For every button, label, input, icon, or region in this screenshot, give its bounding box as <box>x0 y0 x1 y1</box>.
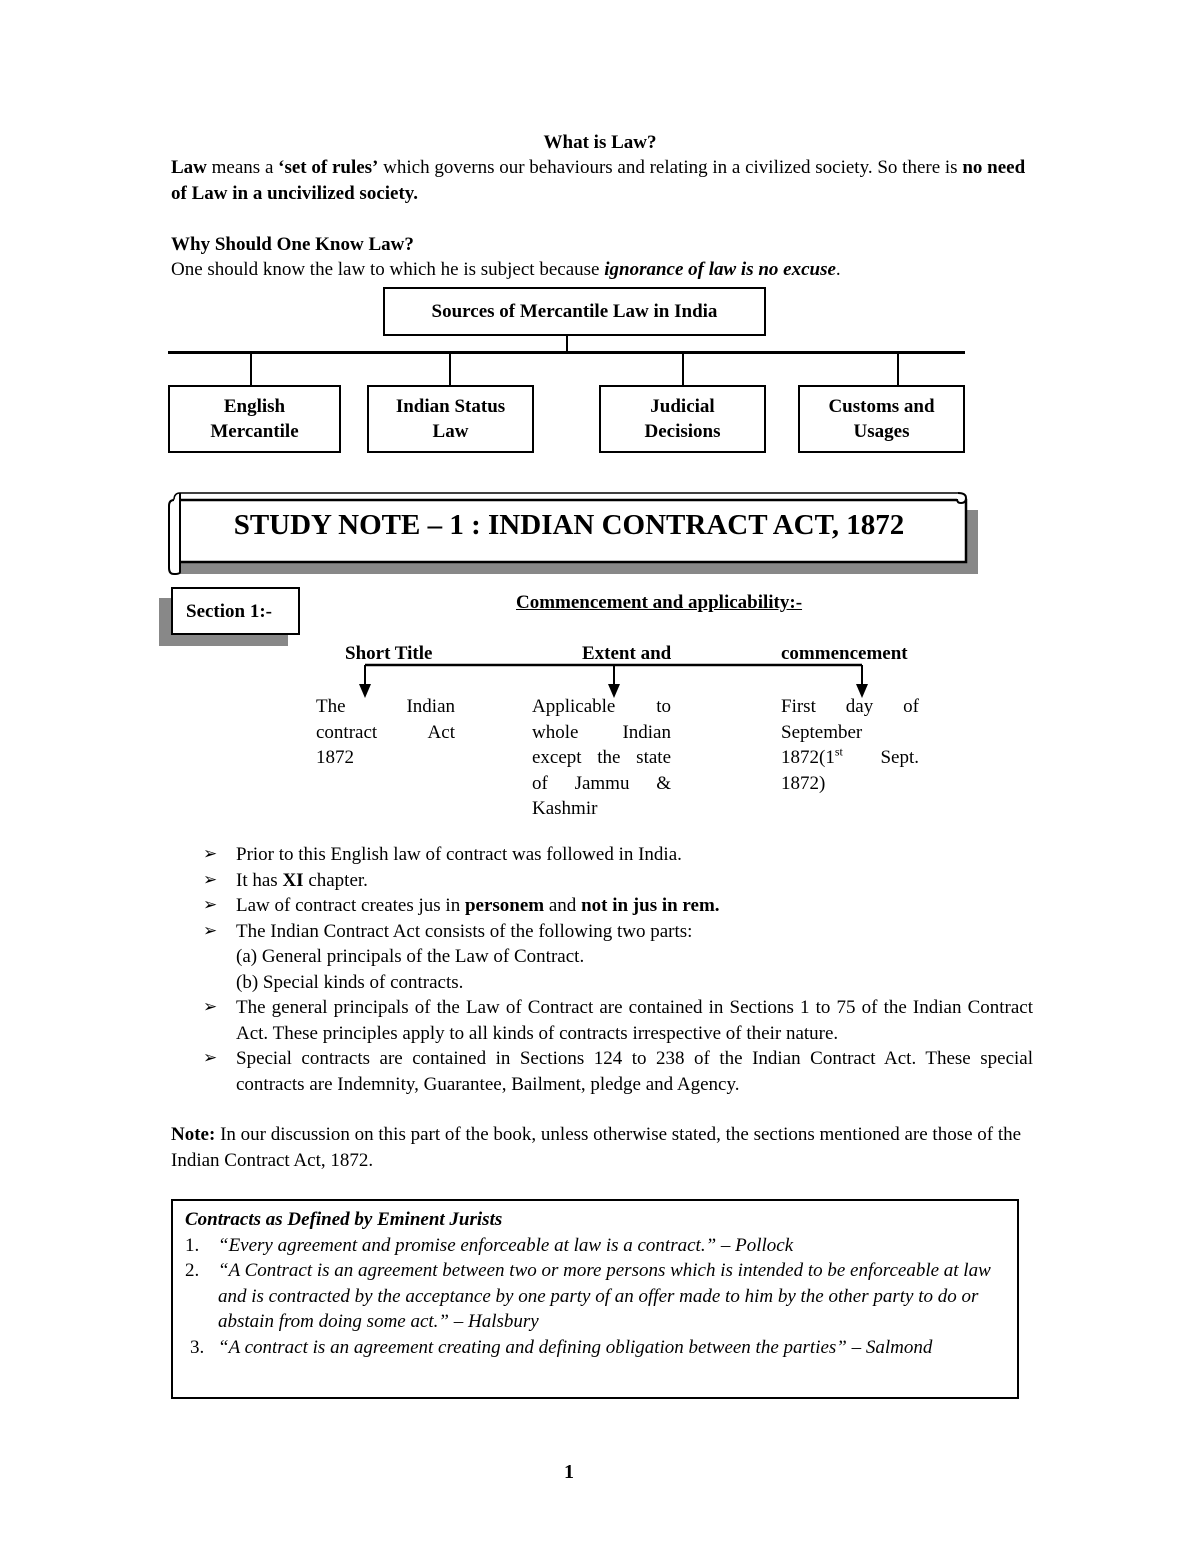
list-item: ➢ The Indian Contract Act consists of the following two parts: (a) General principals of the Law of Contract. (b) Special kinds of contracts. <box>203 920 693 993</box>
short-title-text: The Indian contract Act 1872 <box>316 696 455 768</box>
connector-line <box>682 352 684 386</box>
arrow-bullet-icon: ➢ <box>203 895 218 915</box>
short-title-head: Short Title <box>345 643 433 664</box>
arrow-bullet-icon: ➢ <box>203 869 218 890</box>
connector-line <box>449 352 451 386</box>
page-number: 1 <box>564 1461 574 1483</box>
why-know-law-heading: Why Should One Know Law? <box>171 234 414 255</box>
why-know-law-paragraph: One should know the law to which he is subject because ignorance of law is no excuse. <box>171 259 841 280</box>
arrow-bullet-icon: ➢ <box>203 1048 218 1068</box>
list-item: ➢ Law of contract creates jus in personem and not in jus in rem. <box>203 893 1033 919</box>
source-box-indian-status-law: Indian Status Law <box>367 385 534 453</box>
list-item: ➢ Prior to this English law of contract was followed in India. <box>203 842 1033 868</box>
arrow-bullet-icon: ➢ <box>203 997 218 1017</box>
horizontal-connector <box>168 351 965 354</box>
arrow-bullet-icon: ➢ <box>203 920 218 941</box>
what-is-law-heading: What is Law? <box>543 132 657 153</box>
contract-act-bullets <box>203 842 1033 1097</box>
what-is-law-paragraph: Law means a ‘set of rules’ which governs our behaviours and relating in a civilized society. So there is no need of Law in a uncivilized society. <box>171 157 1026 204</box>
list-item: 1. “Every agreement and promise enforceable at law is a contract.” – Pollock <box>185 1234 794 1256</box>
list-item: ➢ Special contracts are contained in Sections 124 to 238 of the Indian Contract Act. These special contracts are Indemnity, Guarantee, Bailment, pledge and Agency. <box>203 1048 1033 1095</box>
source-box-customs-usages: Customs and Usages <box>798 385 965 453</box>
jurists-definitions-box <box>171 1199 1019 1399</box>
source-box-judicial-decisions: Judicial Decisions <box>599 385 766 453</box>
sources-title-box: Sources of Mercantile Law in India <box>383 287 766 336</box>
connector-line <box>566 336 568 352</box>
extent-head: Extent and <box>582 643 672 664</box>
source-box-english-mercantile: English Mercantile <box>168 385 341 453</box>
section-1-label-box: Section 1:- <box>171 587 300 635</box>
note-paragraph: Note: In our discussion on this part of the book, unless otherwise stated, the sections mentioned are those of the Indian Contract Act, 1872. <box>171 1124 1022 1171</box>
list-item: 3. “A contract is an agreement creating and defining obligation between the parties” – Salmond <box>190 1336 933 1358</box>
extent-text: Applicable to whole Indian except the state of Jammu & Kashmir <box>532 696 671 819</box>
commencement-head: commencement <box>781 643 908 664</box>
list-item: ➢ The general principals of the Law of Contract are contained in Sections 1 to 75 of the Indian Contract Act. These principles apply to all kinds of contracts irrespective of their nature. <box>203 997 1033 1044</box>
list-item: ➢ It has XI chapter. <box>203 868 1033 894</box>
connector-line <box>250 352 252 386</box>
commencement-heading: Commencement and applicability:- <box>516 592 803 613</box>
study-note-title: STUDY NOTE – 1 : INDIAN CONTRACT ACT, 1872 <box>233 509 905 541</box>
jurists-title: Contracts as Defined by Eminent Jurists <box>185 1209 503 1230</box>
commencement-text: First day of September 1872(1st Sept. 1872) <box>781 696 919 794</box>
arrow-bullet-icon: ➢ <box>203 844 218 864</box>
connector-line <box>897 352 899 386</box>
list-item: 2. “A Contract is an agreement between two or more persons which is intended to be enforceable at law and is contracted by the acceptance by one party of an offer made to him by the other party to do or abstain from doing some act.” – Halsbury <box>185 1260 991 1332</box>
